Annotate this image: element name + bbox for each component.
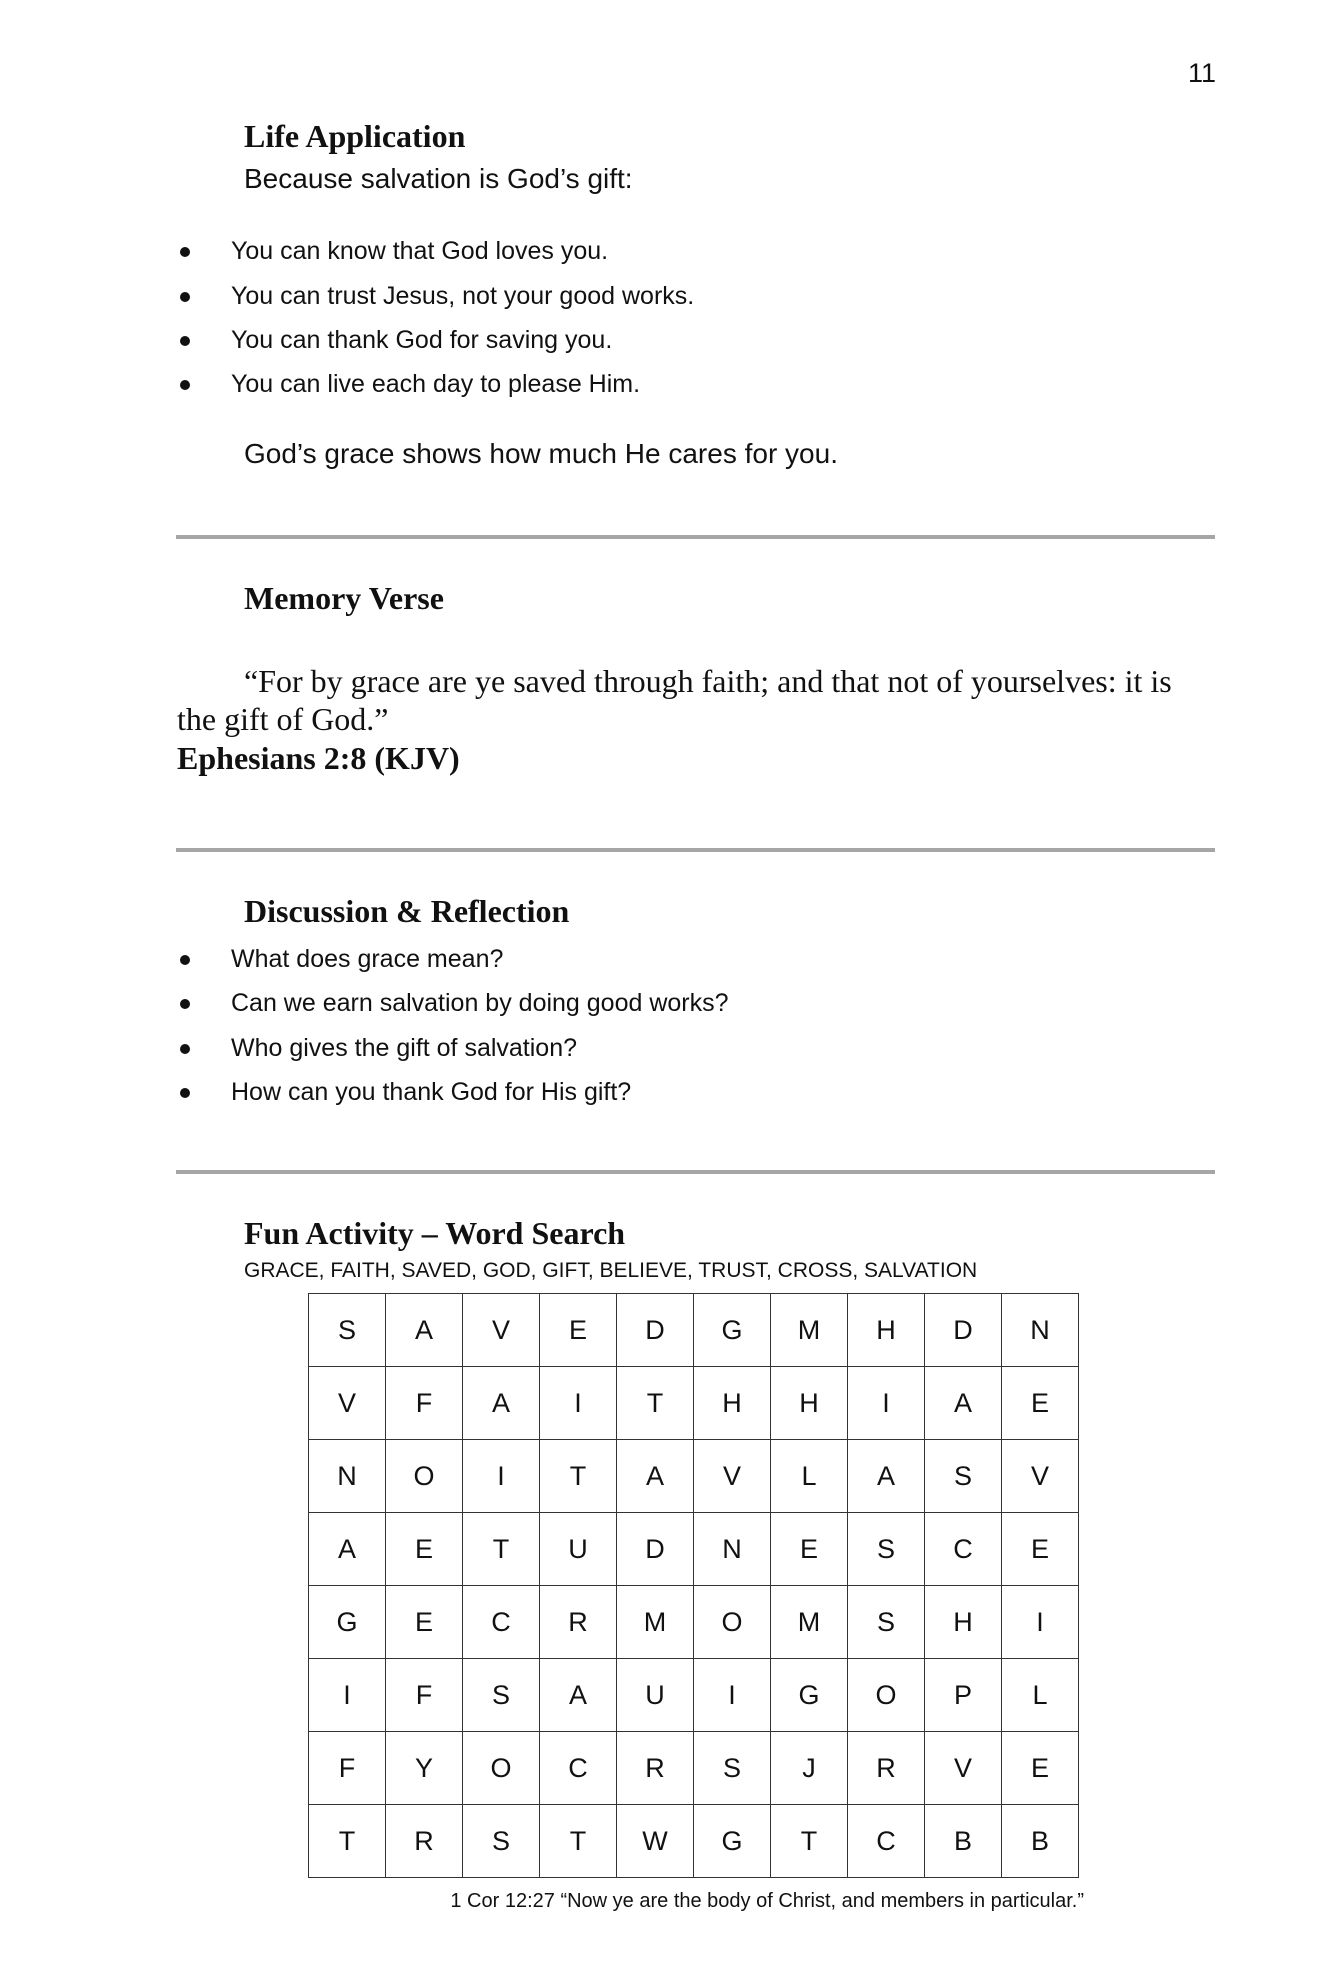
life-application-intro: Because salvation is God’s gift:: [244, 163, 633, 194]
grid-cell: N: [694, 1513, 771, 1586]
grid-cell: B: [1002, 1805, 1079, 1878]
memory-verse-text: “For by grace are ye saved through faith; and that not of yourselves: it is the gift of God.”: [177, 663, 1172, 737]
grid-cell: O: [848, 1659, 925, 1732]
grid-cell: T: [463, 1513, 540, 1586]
discussion-heading: Discussion & Reflection: [244, 893, 570, 929]
grid-cell: H: [771, 1367, 848, 1440]
grid-row: [309, 1294, 1079, 1367]
grid-cell: F: [386, 1367, 463, 1440]
grid-cell: U: [617, 1659, 694, 1732]
grid-cell: E: [771, 1513, 848, 1586]
grid-row: [309, 1659, 1079, 1732]
grid-cell: E: [386, 1586, 463, 1659]
grid-cell: C: [848, 1805, 925, 1878]
grid-cell: I: [309, 1659, 386, 1732]
section-divider: [176, 535, 1215, 539]
grid-cell: C: [925, 1513, 1002, 1586]
grid-cell: V: [1002, 1440, 1079, 1513]
grid-cell: V: [309, 1367, 386, 1440]
grid-cell: O: [463, 1732, 540, 1805]
grid-cell: S: [463, 1659, 540, 1732]
grid-cell: M: [771, 1294, 848, 1367]
grid-cell: G: [771, 1659, 848, 1732]
word-search-grid: [308, 1293, 1079, 1878]
activity-heading: Fun Activity – Word Search: [244, 1215, 626, 1251]
grid-cell: D: [617, 1513, 694, 1586]
bullet-icon: [180, 1088, 190, 1098]
grid-cell: I: [848, 1367, 925, 1440]
citation: 1 Cor 12:27 “Now ye are the body of Christ, and members in particular.”: [450, 1890, 1084, 1912]
grid-cell: S: [848, 1586, 925, 1659]
bullet-icon: [180, 336, 190, 346]
memory-verse-heading: Memory Verse: [244, 580, 444, 616]
grid-cell: T: [617, 1367, 694, 1440]
bullet-icon: [180, 380, 190, 390]
grid-cell: M: [617, 1586, 694, 1659]
grid-cell: S: [694, 1732, 771, 1805]
grid-cell: R: [617, 1732, 694, 1805]
bullet-icon: [180, 292, 190, 302]
bullet-icon: [180, 999, 190, 1009]
grid-cell: V: [463, 1294, 540, 1367]
grid-row: [309, 1732, 1079, 1805]
grid-cell: G: [694, 1805, 771, 1878]
grid-cell: S: [463, 1805, 540, 1878]
grid-cell: S: [925, 1440, 1002, 1513]
grid-cell: H: [694, 1367, 771, 1440]
grid-cell: E: [386, 1513, 463, 1586]
grid-cell: H: [848, 1294, 925, 1367]
bullet-icon: [180, 1044, 190, 1054]
grid-cell: D: [617, 1294, 694, 1367]
grid-cell: A: [386, 1294, 463, 1367]
memory-verse-reference: Ephesians 2:8 (KJV): [177, 740, 460, 776]
grid-cell: I: [694, 1659, 771, 1732]
grid-cell: S: [309, 1294, 386, 1367]
word-list: GRACE, FAITH, SAVED, GOD, GIFT, BELIEVE, TRUST, CROSS, SALVATION: [244, 1259, 978, 1282]
grid-cell: L: [1002, 1659, 1079, 1732]
grid-cell: N: [309, 1440, 386, 1513]
grid-cell: E: [540, 1294, 617, 1367]
grid-cell: E: [1002, 1513, 1079, 1586]
grid-cell: A: [925, 1367, 1002, 1440]
grid-cell: M: [771, 1586, 848, 1659]
grid-cell: E: [1002, 1367, 1079, 1440]
grid-cell: A: [309, 1513, 386, 1586]
grid-cell: W: [617, 1805, 694, 1878]
grid-cell: G: [694, 1294, 771, 1367]
grid-cell: U: [540, 1513, 617, 1586]
grid-cell: L: [771, 1440, 848, 1513]
grid-cell: S: [848, 1513, 925, 1586]
grid-cell: A: [617, 1440, 694, 1513]
grid-cell: E: [1002, 1732, 1079, 1805]
grid-cell: I: [540, 1367, 617, 1440]
grid-row: [309, 1367, 1079, 1440]
grid-cell: Y: [386, 1732, 463, 1805]
life-application-closing: God’s grace shows how much He cares for you.: [244, 438, 838, 469]
grid-cell: F: [309, 1732, 386, 1805]
grid-cell: O: [694, 1586, 771, 1659]
list-item: What does grace mean?: [180, 945, 503, 974]
grid-cell: R: [540, 1586, 617, 1659]
grid-cell: F: [386, 1659, 463, 1732]
list-item: How can you thank God for His gift?: [180, 1078, 631, 1107]
list-item: Can we earn salvation by doing good works?: [180, 989, 729, 1018]
grid-row: [309, 1513, 1079, 1586]
list-item: You can thank God for saving you.: [180, 326, 612, 355]
life-application-heading: Life Application: [244, 118, 466, 154]
list-item: You can live each day to please Him.: [180, 370, 640, 399]
section-divider: [176, 1170, 1215, 1174]
list-item: You can know that God loves you.: [180, 237, 608, 266]
grid-cell: T: [771, 1805, 848, 1878]
list-item: Who gives the gift of salvation?: [180, 1034, 577, 1063]
grid-cell: C: [540, 1732, 617, 1805]
grid-cell: G: [309, 1586, 386, 1659]
bullet-icon: [180, 955, 190, 965]
grid-cell: I: [463, 1440, 540, 1513]
grid-cell: D: [925, 1294, 1002, 1367]
grid-cell: H: [925, 1586, 1002, 1659]
grid-cell: T: [540, 1805, 617, 1878]
grid-row: [309, 1805, 1079, 1878]
list-item: You can trust Jesus, not your good works.: [180, 282, 694, 311]
bullet-icon: [180, 247, 190, 257]
grid-cell: V: [925, 1732, 1002, 1805]
grid-row: [309, 1440, 1079, 1513]
grid-cell: I: [1002, 1586, 1079, 1659]
grid-cell: A: [848, 1440, 925, 1513]
grid-cell: A: [463, 1367, 540, 1440]
grid-cell: B: [925, 1805, 1002, 1878]
grid-cell: T: [540, 1440, 617, 1513]
grid-cell: R: [848, 1732, 925, 1805]
grid-cell: P: [925, 1659, 1002, 1732]
grid-cell: V: [694, 1440, 771, 1513]
grid-cell: A: [540, 1659, 617, 1732]
section-divider: [176, 848, 1215, 852]
page-number: 11: [1187, 58, 1216, 88]
grid-cell: R: [386, 1805, 463, 1878]
grid-cell: J: [771, 1732, 848, 1805]
grid-cell: C: [463, 1586, 540, 1659]
grid-cell: O: [386, 1440, 463, 1513]
grid-cell: N: [1002, 1294, 1079, 1367]
grid-row: [309, 1586, 1079, 1659]
grid-cell: T: [309, 1805, 386, 1878]
